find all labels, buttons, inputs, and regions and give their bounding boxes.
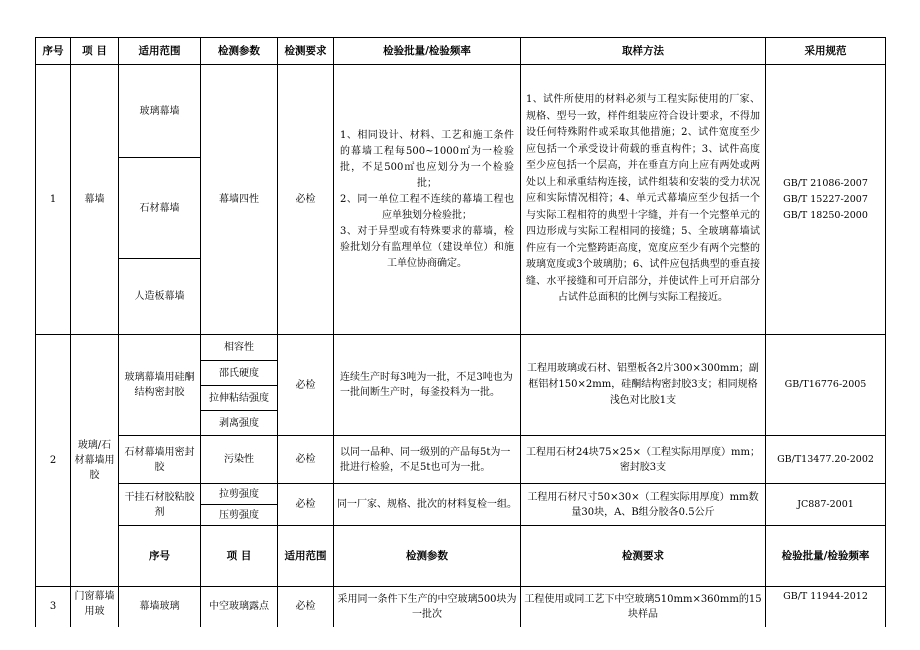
row1-batch: 1、相同设计、材料、工艺和施工条件的幕墙工程每500~1000㎡为一检验批，不足500㎡也应划分为一个检验批； 2、同一单位工程不连续的幕墙工程也应单独划分检验批； 3、对于异型或有特殊要求的幕墙，检验批划分有监理单位（建设单位）和施工单位协商确定。 xyxy=(334,65,521,335)
row2-sub3-param-2: 压剪强度 xyxy=(201,505,278,526)
header-scope: 适用范围 xyxy=(278,526,334,587)
header-param: 检测参数 xyxy=(334,526,521,587)
row3-sampling: 工程使用或同工艺下中空玻璃510mm×360mm的15块样品 xyxy=(521,587,766,627)
row2-sub1-param-4: 剥离强度 xyxy=(201,411,278,436)
row1-standard-3: GB/T 18250-2000 xyxy=(783,209,868,221)
table-row xyxy=(36,484,886,505)
row2-sub2-standard: GB/T13477.20-2002 xyxy=(766,436,886,484)
row2-sub2-req: 必检 xyxy=(278,436,334,484)
inspection-table-page xyxy=(35,37,885,627)
header-req: 检测要求 xyxy=(278,38,334,65)
row2-sub1-param-1: 相容性 xyxy=(201,335,278,361)
table-row xyxy=(36,65,886,158)
row1-no: 1 xyxy=(36,65,71,335)
header-standard: 采用规范 xyxy=(766,38,886,65)
row2-sub3-req: 必检 xyxy=(278,484,334,526)
row2-sub1-param-2: 邵氏硬度 xyxy=(201,361,278,386)
row2-sub1-sampling: 工程用玻璃或石材、铝塑板各2片300×300mm；副框铝材150×2mm，硅酮结构密封胶3支；相同规格浅色对比胶1支 xyxy=(521,335,766,436)
row2-sub2-sampling: 工程用石材24块75×25×（工程实际用厚度）mm；密封胶3支 xyxy=(521,436,766,484)
header-sampling: 取样方法 xyxy=(521,38,766,65)
row2-sub1-req: 必检 xyxy=(278,335,334,436)
row3-item: 门窗幕墙用玻 xyxy=(71,587,119,627)
header-row-repeat xyxy=(36,526,886,587)
row3-no: 3 xyxy=(36,587,71,627)
row2-sub3-param-1: 拉剪强度 xyxy=(201,484,278,505)
row1-sampling: 1、试件所使用的材料必须与工程实际使用的厂家、规格、型号一致，样件组装应符合设计要求，不得加设任何特殊附件或采取其他措施；2、试件宽度至少应包括一个承受设计荷载的垂直构件；3、试件高度至少应包括一个层高，并在垂直方向上应有两处或两处以上和承重结构连接，试件组装和安装的受力状况应和实际情况相符；4、单元式幕墙应至少包括一个与实际工程相符的典型十字缝，并有一个完整单元的四边形成与实际工程相同的接缝；5、全玻璃幕墙试件应有一个完整跨距高度，宽度应至少有两个完整的玻璃宽度或3个玻璃肋；6、试件应包括典型的垂直接缝、水平接缝和可开启部分，并使试件上可开启部分占试件总面积的比例与实际工程接近。 xyxy=(521,65,766,335)
row3-scope: 幕墙玻璃 xyxy=(119,587,201,627)
row2-no: 2 xyxy=(36,335,71,587)
header-param: 检测参数 xyxy=(201,38,278,65)
header-item: 项 目 xyxy=(201,526,278,587)
row2-sub1-batch: 连续生产时每3吨为一批，不足3吨也为一批间断生产时，每釜投料为一批。 xyxy=(334,335,521,436)
row1-param: 幕墙四性 xyxy=(201,65,278,335)
header-no: 序号 xyxy=(119,526,201,587)
header-req: 检测要求 xyxy=(521,526,766,587)
row2-sub1-scope: 玻璃幕墙用硅酮结构密封胶 xyxy=(119,335,201,436)
inspection-table xyxy=(35,37,886,627)
row2-sub3-batch: 同一厂家、规格、批次的材料复检一组。 xyxy=(334,484,521,526)
row1-standards xyxy=(766,65,886,335)
header-item: 项 目 xyxy=(71,38,119,65)
row2-sub3-scope: 干挂石材胶粘胶剂 xyxy=(119,484,201,526)
row1-scope-panel: 人造板幕墙 xyxy=(119,259,201,335)
header-batch: 检验批量/检验频率 xyxy=(766,526,886,587)
row1-scope-glass: 玻璃幕墙 xyxy=(119,65,201,158)
row1-scope-stone: 石材幕墙 xyxy=(119,158,201,259)
row2-item: 玻璃/石材幕墙用胶 xyxy=(71,335,119,587)
row1-standard-2: GB/T 15227-2007 xyxy=(783,193,868,205)
table-row xyxy=(36,587,886,627)
row1-item: 幕墙 xyxy=(71,65,119,335)
row1-standard-1: GB/T 21086-2007 xyxy=(783,177,868,189)
row2-sub2-batch: 以同一品种、同一级别的产品每5t为一批进行检验，不足5t也可为一批。 xyxy=(334,436,521,484)
row2-sub1-standard: GB/T16776-2005 xyxy=(766,335,886,436)
header-batch: 检验批量/检验频率 xyxy=(334,38,521,65)
row3-param: 中空玻璃露点 xyxy=(201,587,278,627)
row3-standard: GB/T 11944-2012 xyxy=(766,587,886,627)
table-row xyxy=(36,335,886,361)
row2-sub1-param-3: 拉伸粘结强度 xyxy=(201,386,278,411)
row3-batch: 采用同一条件下生产的中空玻璃500块为一批次 xyxy=(334,587,521,627)
header-no: 序号 xyxy=(36,38,71,65)
row2-sub2-scope: 石材幕墙用密封胶 xyxy=(119,436,201,484)
row2-sub3-sampling: 工程用石材尺寸50×30×（工程实际用厚度）mm数量30块，A、B组分胶各0.5公斤 xyxy=(521,484,766,526)
row2-sub2-param: 污染性 xyxy=(201,436,278,484)
table-row xyxy=(36,436,886,484)
header-scope: 适用范围 xyxy=(119,38,201,65)
row1-req: 必检 xyxy=(278,65,334,335)
row2-sub3-standard: JC887-2001 xyxy=(766,484,886,526)
row3-req: 必检 xyxy=(278,587,334,627)
header-row xyxy=(36,38,886,65)
